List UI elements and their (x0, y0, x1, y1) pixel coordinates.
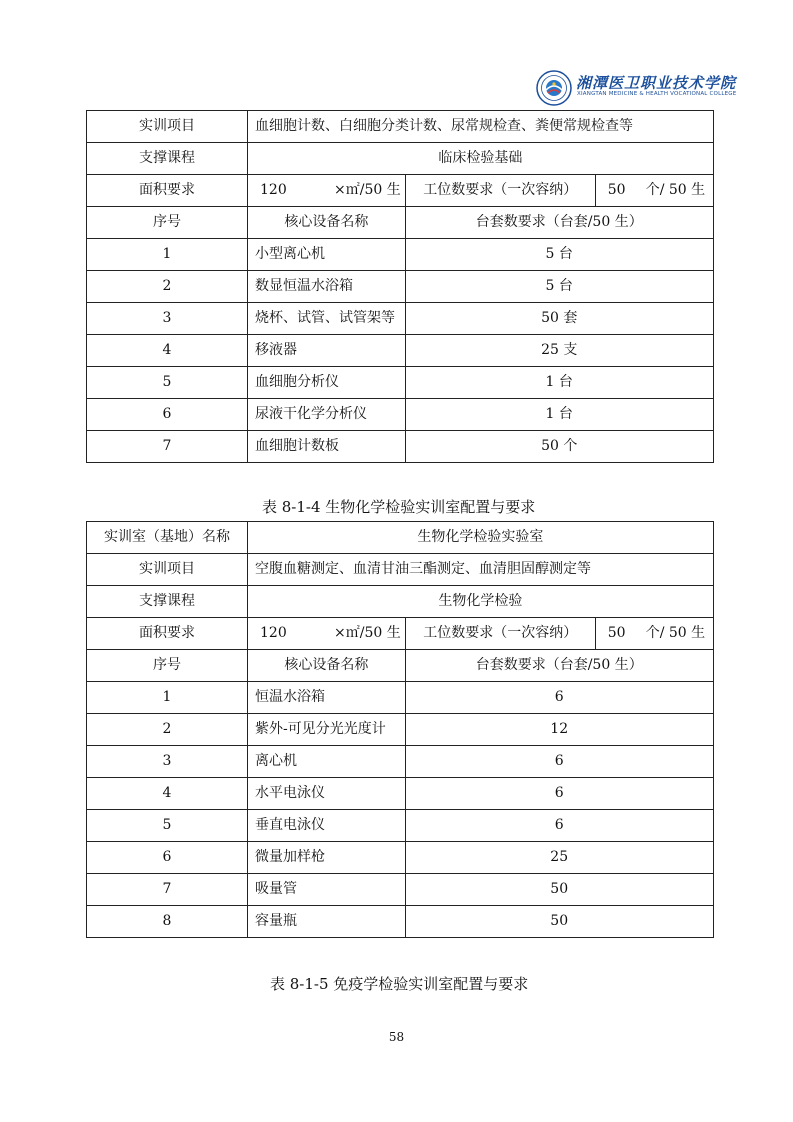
project-label: 实训项目 (87, 111, 248, 143)
table-row-project (87, 554, 714, 586)
column-header-device: 核心设备名称 (248, 650, 406, 682)
table-caption-8-1-4: 表 8-1-4 生物化学检验实训室配置与要求 (262, 498, 536, 516)
course-label: 支撑课程 (87, 586, 248, 618)
row-qty: 1 台 (405, 399, 713, 431)
row-qty: 50 个 (405, 431, 713, 463)
slots-cell (595, 175, 713, 207)
row-device: 尿液干化学分析仪 (248, 399, 406, 431)
row-device: 吸量管 (248, 874, 406, 906)
row-device: 烧杯、试管、试管架等 (248, 303, 406, 335)
table-row (87, 746, 714, 778)
row-no: 3 (87, 303, 248, 335)
row-no: 7 (87, 874, 248, 906)
table-row-area (87, 175, 714, 207)
table-row (87, 271, 714, 303)
table-row (87, 303, 714, 335)
project-label: 实训项目 (87, 554, 248, 586)
project-value: 血细胞计数、白细胞分类计数、尿常规检查、粪便常规检查等 (248, 111, 714, 143)
column-header-device: 核心设备名称 (248, 207, 406, 239)
row-qty: 6 (405, 810, 713, 842)
area-label: 面积要求 (87, 175, 248, 207)
room-label: 实训室（基地）名称 (87, 522, 248, 554)
table-row-area (87, 618, 714, 650)
table-row (87, 239, 714, 271)
area-cell (248, 618, 406, 650)
page-number: 58 (388, 1030, 405, 1044)
row-no: 1 (87, 682, 248, 714)
slots-label: 工位数要求（一次容纳） (405, 175, 595, 207)
table-header-row (87, 650, 714, 682)
area-cell (248, 175, 406, 207)
table-row (87, 810, 714, 842)
course-value: 生物化学检验 (248, 586, 714, 618)
slots-cell (595, 618, 713, 650)
row-no: 4 (87, 778, 248, 810)
table-caption-8-1-5: 表 8-1-5 免疫学检验实训室配置与要求 (270, 975, 529, 993)
row-device: 水平电泳仪 (248, 778, 406, 810)
slots-value: 50 (607, 624, 626, 641)
college-logo (536, 70, 756, 106)
row-device: 离心机 (248, 746, 406, 778)
row-qty: 50 (405, 874, 713, 906)
column-header-qty: 台套数要求（台套/50 生） (405, 650, 713, 682)
column-header-no: 序号 (87, 650, 248, 682)
row-no: 5 (87, 810, 248, 842)
row-device: 血细胞分析仪 (248, 367, 406, 399)
course-value: 临床检验基础 (248, 143, 714, 175)
row-qty: 12 (405, 714, 713, 746)
row-no: 1 (87, 239, 248, 271)
row-no: 4 (87, 335, 248, 367)
table-row (87, 367, 714, 399)
table-row (87, 842, 714, 874)
table-row (87, 431, 714, 463)
row-device: 紫外-可见分光光度计 (248, 714, 406, 746)
row-no: 5 (87, 367, 248, 399)
row-qty: 5 台 (405, 239, 713, 271)
row-no: 7 (87, 431, 248, 463)
area-value: 120 (260, 181, 287, 198)
table-row (87, 682, 714, 714)
column-header-no: 序号 (87, 207, 248, 239)
row-no: 2 (87, 714, 248, 746)
row-device: 微量加样枪 (248, 842, 406, 874)
table-row (87, 874, 714, 906)
row-qty: 50 (405, 906, 713, 938)
row-qty: 6 (405, 682, 713, 714)
lab-config-table-clinical (86, 110, 714, 463)
row-qty: 25 (405, 842, 713, 874)
row-device: 小型离心机 (248, 239, 406, 271)
row-no: 6 (87, 399, 248, 431)
slots-unit: 个/ 50 生 (645, 181, 706, 198)
table-row (87, 335, 714, 367)
table-row-room (87, 522, 714, 554)
lab-config-table-biochemistry (86, 521, 714, 938)
row-no: 3 (87, 746, 248, 778)
table-header-row (87, 207, 714, 239)
column-header-qty: 台套数要求（台套/50 生） (405, 207, 713, 239)
table-row (87, 778, 714, 810)
row-qty: 1 台 (405, 367, 713, 399)
row-no: 6 (87, 842, 248, 874)
area-value: 120 (260, 624, 287, 641)
project-value: 空腹血糖测定、血清甘油三酯测定、血清胆固醇测定等 (248, 554, 714, 586)
table-row (87, 399, 714, 431)
row-device: 垂直电泳仪 (248, 810, 406, 842)
course-label: 支撑课程 (87, 143, 248, 175)
area-unit: ×㎡/50 生 (334, 624, 401, 641)
table-row-course (87, 586, 714, 618)
slots-value: 50 (607, 181, 626, 198)
row-qty: 6 (405, 778, 713, 810)
row-qty: 25 支 (405, 335, 713, 367)
row-device: 数显恒温水浴箱 (248, 271, 406, 303)
row-device: 移液器 (248, 335, 406, 367)
college-seal-icon (536, 70, 572, 106)
row-device: 恒温水浴箱 (248, 682, 406, 714)
area-unit: ×㎡/50 生 (334, 181, 401, 198)
logo-english-name: XIANGTAN MEDICINE & HEALTH VOCATIONAL COLLEGE (577, 91, 737, 97)
room-value: 生物化学检验实验室 (248, 522, 714, 554)
row-no: 8 (87, 906, 248, 938)
row-qty: 5 台 (405, 271, 713, 303)
slots-unit: 个/ 50 生 (645, 624, 706, 641)
table-row-project (87, 111, 714, 143)
area-label: 面积要求 (87, 618, 248, 650)
table-row (87, 906, 714, 938)
table-row-course (87, 143, 714, 175)
row-device: 容量瓶 (248, 906, 406, 938)
table-row (87, 714, 714, 746)
row-qty: 50 套 (405, 303, 713, 335)
row-qty: 6 (405, 746, 713, 778)
slots-label: 工位数要求（一次容纳） (405, 618, 595, 650)
row-device: 血细胞计数板 (248, 431, 406, 463)
row-no: 2 (87, 271, 248, 303)
logo-chinese-name: 湘潭医卫职业技术学院 (576, 74, 737, 92)
